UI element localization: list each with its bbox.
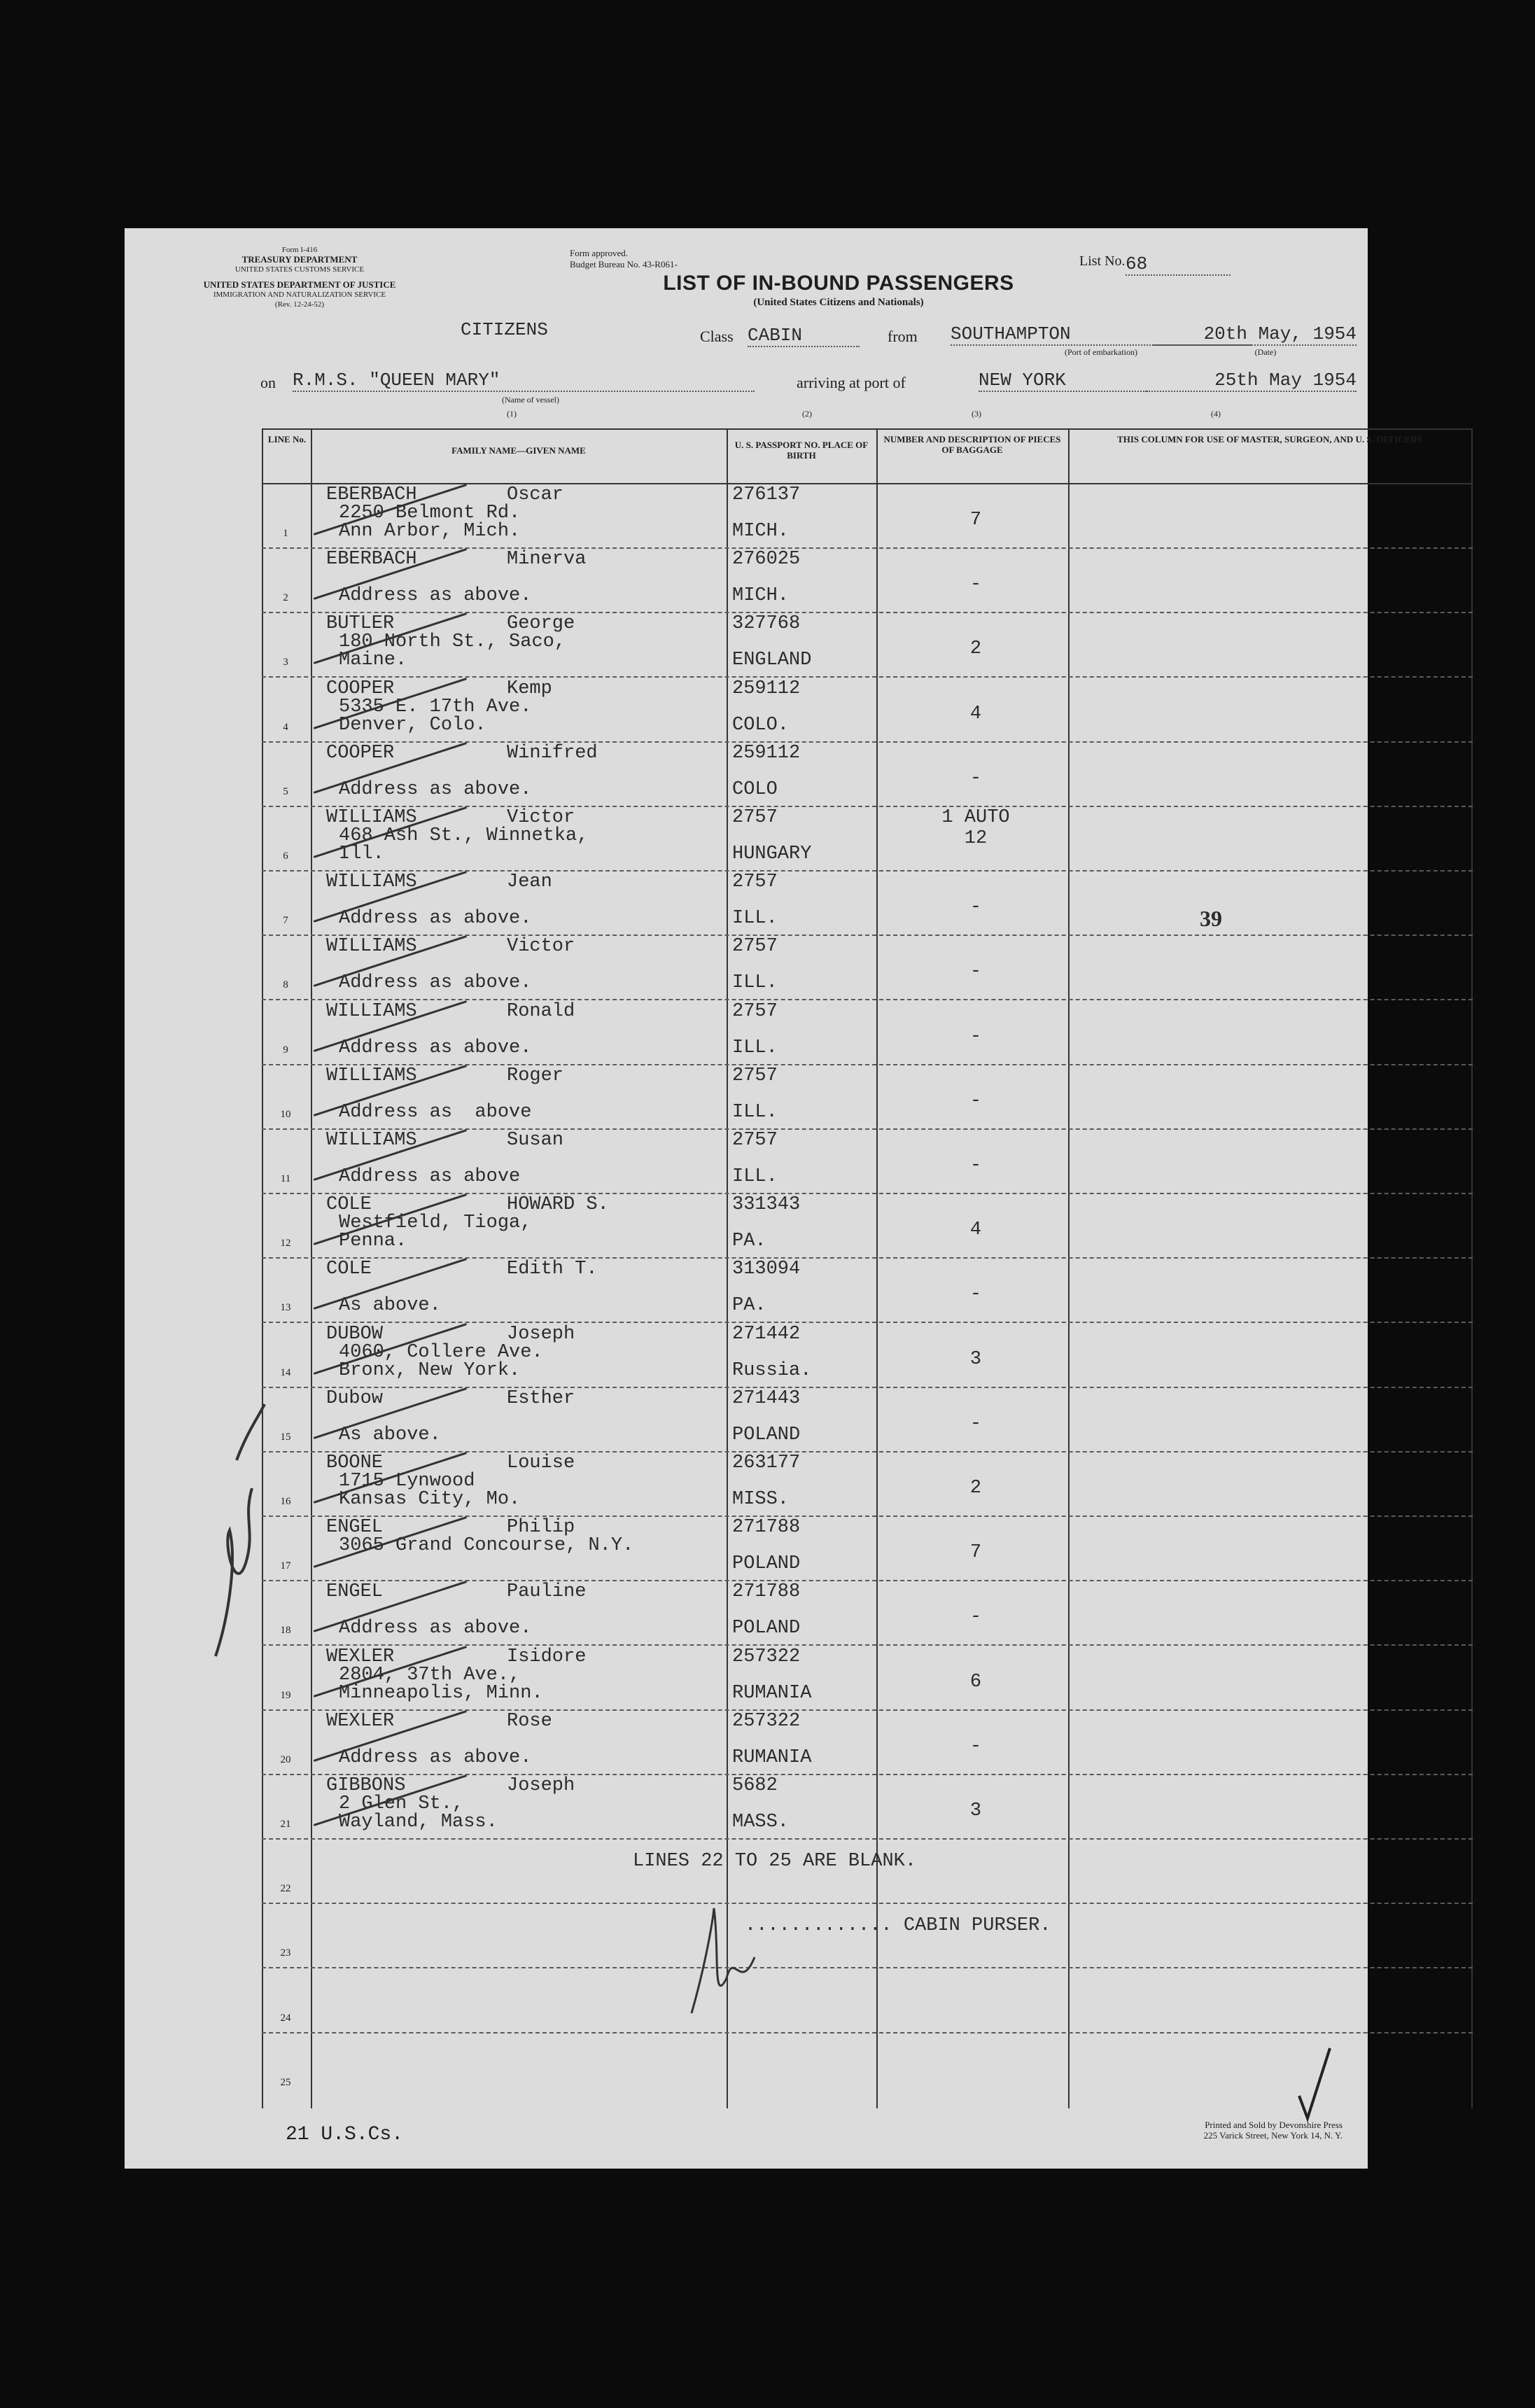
place-of-birth: POLAND bbox=[732, 1424, 801, 1446]
given-name: Esther bbox=[507, 1387, 575, 1409]
arrival-port: NEW YORK bbox=[979, 370, 1147, 392]
ins-service: IMMIGRATION AND NATURALIZATION SERVICE bbox=[213, 290, 386, 299]
given-name: Edith T. bbox=[507, 1259, 598, 1280]
address-line-2: Denver, Colo. bbox=[339, 714, 486, 736]
blank-lines-note: LINES 22 TO 25 ARE BLANK. bbox=[633, 1851, 917, 1872]
address-line-2: Address as above. bbox=[339, 908, 532, 930]
given-name: Roger bbox=[507, 1065, 564, 1086]
family-name: EBERBACH bbox=[326, 484, 417, 505]
family-name: Dubow bbox=[326, 1387, 384, 1409]
place-of-birth: ILL. bbox=[732, 908, 778, 930]
place-of-birth: RUMANIA bbox=[732, 1746, 812, 1768]
arriving-label: arriving at port of bbox=[797, 374, 906, 391]
passport-number: 327768 bbox=[732, 613, 801, 635]
line-number: 22 bbox=[280, 1883, 291, 1895]
passport-number: 2757 bbox=[732, 1000, 778, 1022]
family-name: COLE bbox=[326, 1259, 372, 1280]
line-number: 24 bbox=[280, 2012, 291, 2024]
place-of-birth: MISS. bbox=[732, 1489, 790, 1510]
given-name: Philip bbox=[507, 1517, 575, 1539]
passport-number: 257322 bbox=[732, 1646, 801, 1667]
baggage-count: 7 bbox=[969, 510, 982, 531]
baggage-count: - bbox=[969, 1155, 982, 1176]
address-line-1: Westfield, Tioga, bbox=[339, 1212, 532, 1234]
address-line-1: 3065 Grand Concourse, N.Y. bbox=[339, 1535, 634, 1557]
col-baggage: NUMBER AND DESCRIPTION OF PIECES OF BAGGAGE bbox=[883, 434, 1061, 455]
line-number: 7 bbox=[283, 915, 288, 927]
given-name: Victor bbox=[507, 936, 575, 958]
passport-number: 2757 bbox=[732, 936, 778, 958]
printer-line-2: 225 Varick Street, New York 14, N. Y. bbox=[1203, 2130, 1343, 2141]
place-of-birth: MICH. bbox=[732, 585, 790, 607]
address-line-2: As above. bbox=[339, 1424, 441, 1446]
address-line-2: Address as above bbox=[339, 1166, 521, 1187]
place-of-birth: MASS. bbox=[732, 1812, 790, 1833]
family-name: EBERBACH bbox=[326, 549, 417, 570]
line-number: 2 bbox=[283, 592, 288, 604]
passport-number: 271788 bbox=[732, 1517, 801, 1539]
family-name: WILLIAMS bbox=[326, 1000, 417, 1022]
baggage-count: - bbox=[969, 574, 982, 596]
form-approved: Form approved. bbox=[570, 248, 629, 258]
baggage-count: - bbox=[969, 1606, 982, 1628]
line-number: 19 bbox=[280, 1689, 291, 1701]
address-line-2: Address as above. bbox=[339, 585, 532, 607]
given-name: Joseph bbox=[507, 1775, 575, 1796]
given-name: Susan bbox=[507, 1130, 564, 1151]
baggage-count: 4 bbox=[969, 703, 982, 724]
given-name: Louise bbox=[507, 1452, 575, 1474]
passport-number: 271443 bbox=[732, 1387, 801, 1409]
place-of-birth: ILL. bbox=[732, 1101, 778, 1123]
line-number: 6 bbox=[283, 850, 288, 862]
caption-3: (3) bbox=[972, 409, 981, 419]
place-of-birth: ILL. bbox=[732, 1037, 778, 1058]
family-name: WILLIAMS bbox=[326, 936, 417, 958]
address-line-2: Address as above. bbox=[339, 1037, 532, 1058]
list-no: 68 bbox=[1126, 253, 1231, 276]
passport-number: 331343 bbox=[732, 1194, 801, 1216]
passport-number: 271788 bbox=[732, 1581, 801, 1603]
printer-line-1: Printed and Sold by Devonshire Press bbox=[1205, 2120, 1343, 2130]
line-number: 16 bbox=[280, 1496, 291, 1507]
baggage-count: 1 AUTO 12 bbox=[941, 807, 1010, 849]
caption-4: (4) bbox=[1211, 409, 1221, 419]
caption-2: (2) bbox=[802, 409, 812, 419]
printer-imprint bbox=[1119, 2120, 1343, 2141]
passport-number: 5682 bbox=[732, 1775, 778, 1796]
baggage-count: - bbox=[969, 767, 982, 789]
date-caption: (Date) bbox=[1254, 347, 1277, 357]
address-line-2: Address as above. bbox=[339, 972, 532, 994]
line-number: 15 bbox=[280, 1431, 291, 1443]
line-number: 4 bbox=[283, 721, 288, 733]
line-number: 10 bbox=[280, 1108, 291, 1120]
embark-date: 20th May, 1954 bbox=[1154, 323, 1357, 346]
address-line-2: Wayland, Mass. bbox=[339, 1812, 498, 1833]
revision: (Rev. 12-24-52) bbox=[274, 300, 325, 309]
col-family-name: FAMILY NAME—GIVEN NAME bbox=[451, 445, 586, 456]
place-of-birth: POLAND bbox=[732, 1618, 801, 1639]
given-name: Rose bbox=[507, 1710, 552, 1732]
line-number: 13 bbox=[280, 1302, 291, 1314]
vessel-name: R.M.S. "QUEEN MARY" bbox=[293, 370, 755, 392]
line-number: 18 bbox=[280, 1625, 291, 1637]
given-name: Isidore bbox=[507, 1646, 587, 1667]
place-of-birth: ILL. bbox=[732, 1166, 778, 1187]
passport-number: 2757 bbox=[732, 807, 778, 828]
baggage-count: 3 bbox=[969, 1800, 982, 1821]
line-number: 21 bbox=[280, 1819, 291, 1830]
vessel-caption: (Name of vessel) bbox=[502, 395, 559, 405]
family-name: BUTLER bbox=[326, 613, 395, 635]
line-number: 14 bbox=[280, 1366, 291, 1378]
baggage-count: 7 bbox=[969, 1542, 982, 1564]
passport-number: 313094 bbox=[732, 1259, 801, 1280]
baggage-count: - bbox=[969, 1735, 982, 1757]
baggage-count: - bbox=[969, 1413, 982, 1434]
initials-signature bbox=[216, 1404, 265, 1656]
place-of-birth: HUNGARY bbox=[732, 844, 812, 864]
citizens-label: CITIZENS bbox=[461, 319, 548, 340]
passport-number: 271442 bbox=[732, 1323, 801, 1345]
budget-bureau: Budget Bureau No. 43-R061- bbox=[570, 259, 678, 270]
customs-service: UNITED STATES CUSTOMS SERVICE bbox=[234, 265, 365, 274]
citizen-count: 21 U.S.Cs. bbox=[286, 2124, 404, 2146]
baggage-count: - bbox=[969, 1090, 982, 1112]
given-name: Pauline bbox=[507, 1581, 587, 1603]
line-number: 23 bbox=[280, 1947, 291, 1959]
col-line-no: LINE No. bbox=[267, 434, 307, 444]
passport-number: 276137 bbox=[732, 484, 801, 505]
baggage-count: 3 bbox=[969, 1348, 982, 1370]
place-of-birth: ENGLAND bbox=[732, 650, 812, 671]
baggage-count: - bbox=[969, 897, 982, 918]
class-label: Class bbox=[700, 328, 734, 345]
officers-note: 39 bbox=[1200, 906, 1222, 931]
family-name: WILLIAMS bbox=[326, 807, 417, 828]
line-number: 8 bbox=[283, 979, 288, 991]
address-line-1: 468 Ash St., Winnetka, bbox=[339, 825, 589, 846]
baggage-count: - bbox=[969, 1026, 982, 1047]
cabin-purser-note: ............. CABIN PURSER. bbox=[745, 1915, 1051, 1936]
address-line-2: Address as above. bbox=[339, 1746, 532, 1768]
col-passport: U. S. PASSPORT NO. PLACE OF BIRTH bbox=[734, 440, 869, 461]
given-name: Oscar bbox=[507, 484, 564, 505]
address-line-1: 180 North St., Saco, bbox=[339, 631, 566, 653]
form-subtitle: (United States Citizens and Nationals) bbox=[753, 297, 924, 308]
address-line-2: Minneapolis, Minn. bbox=[339, 1682, 543, 1704]
address-line-1: 5335 E. 17th Ave. bbox=[339, 696, 532, 718]
family-name: WILLIAMS bbox=[326, 1065, 417, 1086]
address-line-2: Kansas City, Mo. bbox=[339, 1489, 521, 1510]
port-embark-caption: (Port of embarkation) bbox=[1065, 347, 1137, 357]
address-line-1: 4060, Collere Ave. bbox=[339, 1341, 543, 1363]
address-line-2: Ill. bbox=[339, 844, 384, 864]
address-line-2: Penna. bbox=[339, 1231, 407, 1252]
family-name: GIBBONS bbox=[326, 1775, 406, 1796]
baggage-count: - bbox=[969, 961, 982, 983]
address-line-2: Maine. bbox=[339, 650, 407, 671]
line-number: 20 bbox=[280, 1754, 291, 1765]
passport-number: 276025 bbox=[732, 549, 801, 570]
given-name: Minerva bbox=[507, 549, 587, 570]
family-name: BOONE bbox=[326, 1452, 384, 1474]
place-of-birth: PA. bbox=[732, 1295, 766, 1317]
family-name: WILLIAMS bbox=[326, 1130, 417, 1151]
given-name: Joseph bbox=[507, 1323, 575, 1345]
family-name: COLE bbox=[326, 1194, 372, 1216]
port-of-embarkation: SOUTHAMPTON bbox=[951, 323, 1252, 346]
baggage-count: 2 bbox=[969, 638, 982, 660]
passport-number: 2757 bbox=[732, 872, 778, 893]
baggage-count: 4 bbox=[969, 1219, 982, 1241]
given-name: Jean bbox=[507, 872, 552, 893]
given-name: George bbox=[507, 613, 575, 635]
line-number: 5 bbox=[283, 785, 288, 797]
address-line-2: As above. bbox=[339, 1295, 441, 1317]
col-officers: THIS COLUMN FOR USE OF MASTER, SURGEON, AND U. S. OFFICERS bbox=[1117, 434, 1422, 444]
address-line-2: Address as above bbox=[339, 1101, 532, 1123]
place-of-birth: Russia. bbox=[732, 1359, 812, 1381]
given-name: Victor bbox=[507, 807, 575, 828]
line-number: 25 bbox=[280, 2076, 291, 2088]
passport-number: 2757 bbox=[732, 1130, 778, 1151]
place-of-birth: COLO. bbox=[732, 714, 790, 736]
passport-number: 2757 bbox=[732, 1065, 778, 1086]
from-label: from bbox=[888, 328, 918, 345]
family-name: ENGEL bbox=[326, 1581, 384, 1603]
baggage-count: 6 bbox=[969, 1671, 982, 1693]
given-name: Kemp bbox=[507, 678, 552, 699]
line-number: 12 bbox=[280, 1238, 291, 1250]
address-line-1: 1715 Lynwood bbox=[339, 1471, 475, 1492]
form-number: Form I-416 bbox=[281, 246, 318, 254]
purser-signature bbox=[692, 1908, 755, 2013]
list-no-label: List No. bbox=[1079, 253, 1126, 269]
family-name: COOPER bbox=[326, 742, 395, 764]
given-name: Winifred bbox=[507, 742, 598, 764]
line-number: 17 bbox=[280, 1560, 291, 1572]
baggage-count: 2 bbox=[969, 1478, 982, 1499]
family-name: WEXLER bbox=[326, 1646, 395, 1667]
address-line-1: 2 Glen St., bbox=[339, 1793, 464, 1814]
on-label: on bbox=[260, 374, 276, 391]
address-line-1: 2804, 37th Ave., bbox=[339, 1664, 521, 1686]
family-name: ENGEL bbox=[326, 1517, 384, 1539]
check-mark-icon bbox=[1299, 2048, 1330, 2118]
arrival-date: 25th May 1954 bbox=[1147, 370, 1357, 392]
passenger-manifest-page bbox=[125, 228, 1422, 2169]
family-name: COOPER bbox=[326, 678, 395, 699]
line-number: 1 bbox=[283, 528, 288, 539]
line-number: 9 bbox=[283, 1044, 288, 1056]
place-of-birth: ILL. bbox=[732, 972, 778, 994]
handwritten-marks bbox=[125, 228, 1368, 2169]
line-number: 11 bbox=[280, 1173, 291, 1184]
class-value: CABIN bbox=[748, 325, 860, 347]
passport-number: 263177 bbox=[732, 1452, 801, 1474]
given-name: HOWARD S. bbox=[507, 1194, 609, 1216]
given-name: Ronald bbox=[507, 1000, 575, 1022]
address-line-2: Address as above. bbox=[339, 1618, 532, 1639]
place-of-birth: MICH. bbox=[732, 521, 790, 542]
passport-number: 259112 bbox=[732, 678, 801, 699]
form-title: LIST OF IN-BOUND PASSENGERS bbox=[663, 272, 1014, 295]
place-of-birth: RUMANIA bbox=[732, 1682, 812, 1704]
caption-1: (1) bbox=[507, 409, 517, 419]
place-of-birth: POLAND bbox=[732, 1553, 801, 1575]
place-of-birth: PA. bbox=[732, 1231, 766, 1252]
baggage-count: - bbox=[969, 1284, 982, 1306]
justice-dept: UNITED STATES DEPARTMENT OF JUSTICE bbox=[203, 279, 396, 290]
address-line-2: Bronx, New York. bbox=[339, 1359, 521, 1381]
family-name: WILLIAMS bbox=[326, 872, 417, 893]
address-line-1: 2250 Belmont Rd. bbox=[339, 503, 521, 524]
address-line-2: Address as above. bbox=[339, 778, 532, 800]
address-line-2: Ann Arbor, Mich. bbox=[339, 521, 521, 542]
passport-number: 257322 bbox=[732, 1710, 801, 1732]
passport-number: 259112 bbox=[732, 742, 801, 764]
family-name: DUBOW bbox=[326, 1323, 384, 1345]
family-name: WEXLER bbox=[326, 1710, 395, 1732]
line-number: 3 bbox=[283, 657, 288, 668]
place-of-birth: COLO bbox=[732, 778, 778, 800]
treasury-dept: TREASURY DEPARTMENT bbox=[241, 254, 358, 265]
